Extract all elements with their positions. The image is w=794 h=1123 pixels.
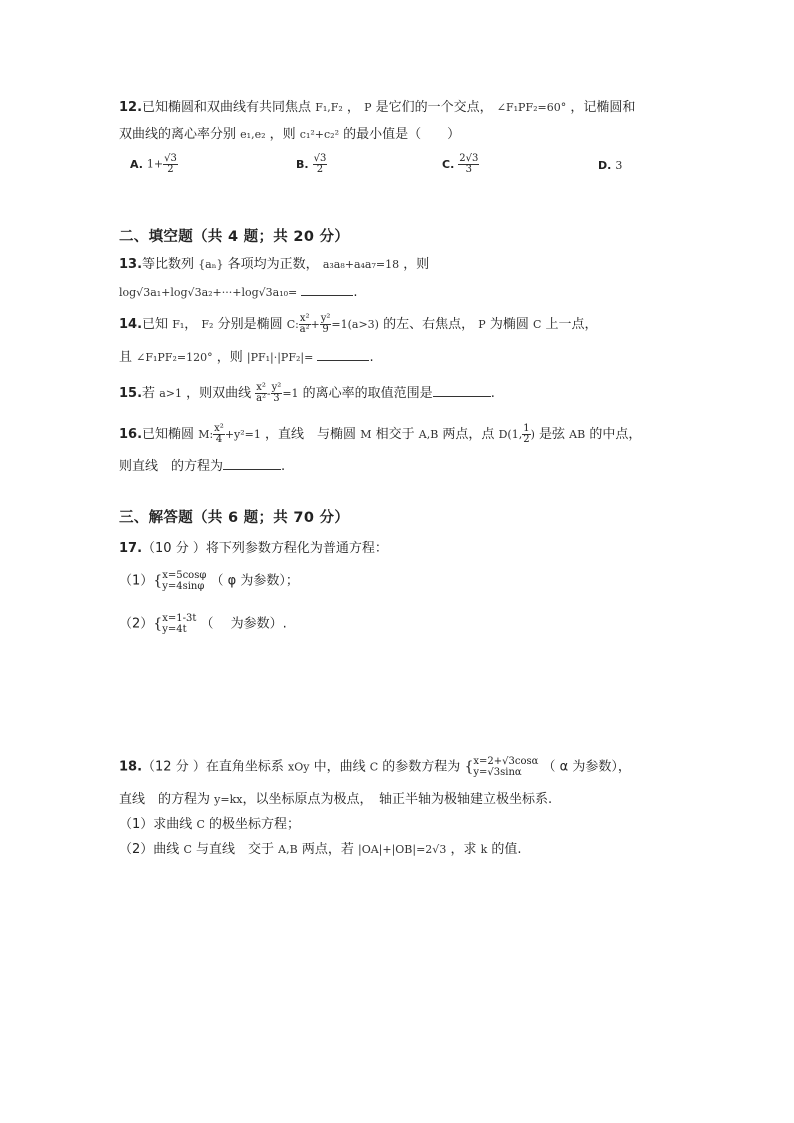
fraction: $\frac{\text{x²}}{\text{a²}}$ bbox=[256, 382, 267, 404]
left-brace-icon: { bbox=[464, 759, 474, 775]
q15-line: 15.若 a>1 ，则双曲线 $\frac{\text{x²}}{\text{a²}}$ - $\frac{\text{y²}}{3}$ =1 的离心率的取值范围是 . bbox=[119, 382, 495, 404]
answer-blank[interactable] bbox=[301, 283, 353, 296]
answer-blank[interactable] bbox=[317, 348, 369, 361]
fraction: $\frac{2√3}{3}$ bbox=[459, 153, 479, 175]
q12-option-b[interactable]: B. $\frac{√3}{2}$ bbox=[296, 153, 327, 175]
q17-line-1: 17.（10 分 ）将下列参数方程化为普通方程： bbox=[119, 541, 388, 556]
left-brace-icon: { bbox=[153, 616, 163, 632]
q12-number: 12. bbox=[119, 100, 143, 115]
fraction: $\frac{\text{x²}}{4}$ bbox=[214, 423, 224, 445]
q14-line-1: 14.已知 F₁， F₂ 分别是椭圆 C: $\frac{\text{x²}}{\text{a²}}$ + $\frac{\text{y²}}{9}$ =1(a>3) 的左、右焦点， P 为椭圆 C 上一点， bbox=[119, 313, 598, 335]
fraction: $\frac{\text{y²}}{9}$ bbox=[320, 313, 331, 335]
q13-line-2: log√3a₁+log√3a₂+···+log√3a₁₀= . bbox=[119, 285, 358, 300]
q18-line-2: 直线 的方程为 y=kx，以坐标原点为极点， 轴正半轴为极轴建立极坐标系. bbox=[119, 792, 553, 807]
fraction: $\frac{√3}{2}$ bbox=[313, 153, 327, 175]
left-brace-icon: { bbox=[153, 573, 163, 589]
answer-blank[interactable] bbox=[433, 384, 491, 397]
q12-line-2: 双曲线的离心率分别 e₁,e₂ ，则 c₁²+c₂² 的最小值是（ ） bbox=[119, 127, 461, 142]
q12-option-d[interactable]: D. 3 bbox=[598, 159, 623, 172]
q16-line-2: 则直线 的方程为 . bbox=[119, 459, 286, 474]
fraction: $\frac{1}{2}$ bbox=[523, 423, 530, 445]
q12-option-a[interactable]: A. 1+ $\frac{√3}{2}$ bbox=[130, 153, 177, 175]
q12-option-c[interactable]: C. $\frac{2√3}{3}$ bbox=[442, 153, 479, 175]
q12-line-1: 12.已知椭圆和双曲线有共同焦点 F₁,F₂ ， P 是它们的一个交点， ∠F₁PF₂=60° ，记椭圆和 bbox=[119, 100, 636, 115]
q14-line-2: 且 ∠F₁PF₂=120° ，则 |PF₁|·|PF₂|= . bbox=[119, 350, 374, 365]
q18-line-1: 18.（12 分 ）在直角坐标系 xOy 中，曲线 C 的参数方程为 { x=2+√3cosα y=√3sinα （ α 为参数）， bbox=[119, 756, 631, 778]
q13-line-1: 13.等比数列 {aₙ} 各项均为正数， a₃a₈+a₄a₇=18 ，则 bbox=[119, 257, 430, 272]
q16-line-1: 16.已知椭圆 M: $\frac{\text{x²}}{4}$ +y²=1 ，直线 与椭圆 M 相交于 A,B 两点，点 D(1, $\frac{1}{2}$ ) 是弦 AB 的中点， bbox=[119, 423, 642, 445]
q17-part-2: （2）{ x=1-3t y=4t （ 为参数）. bbox=[119, 613, 287, 635]
fraction: $\frac{\text{y²}}{3}$ bbox=[271, 382, 282, 404]
section-heading-fill-in: 二、填空题（共 4 题；共 20 分） bbox=[119, 229, 350, 245]
q17-part-1: （1）{ x=5cosφ y=4sinφ （ φ 为参数）； bbox=[119, 570, 299, 592]
fraction: $\frac{√3}{2}$ bbox=[164, 153, 177, 175]
answer-blank[interactable] bbox=[223, 457, 281, 470]
q18-part-1: （1）求曲线 C 的极坐标方程； bbox=[119, 817, 301, 832]
section-heading-answer: 三、解答题（共 6 题；共 70 分） bbox=[119, 510, 350, 526]
fraction: $\frac{\text{x²}}{\text{a²}}$ bbox=[299, 313, 310, 335]
q18-part-2: （2）曲线 C 与直线 交于 A,B 两点，若 |OA|+|OB|=2√3 ，求 k 的值. bbox=[119, 842, 522, 857]
